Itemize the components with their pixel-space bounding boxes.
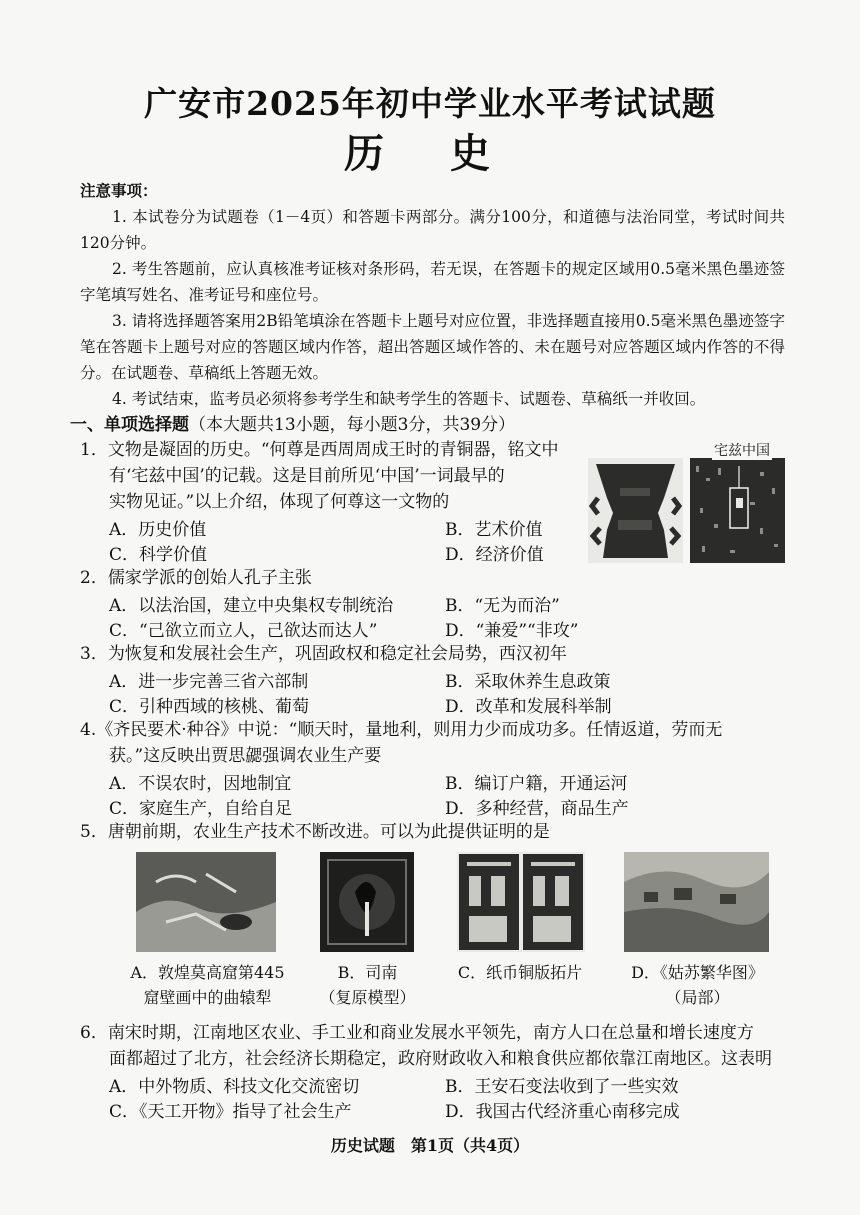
notice-item-2: 2. 考生答题前，应认真核准考证核对条形码，若无误，在答题卡的规定区域用0.5毫米黑色墨迹签字笔填写姓名、准考证号和座位号。	[80, 260, 785, 304]
q3-option-c: C．引种西域的核桃、葡萄	[109, 697, 310, 717]
q5-option-c	[440, 960, 600, 985]
notice-item-3: 3. 请将选择题答案用2B铅笔填涂在答题卡上题号对应位置，非选择题直接用0.5毫米黑色墨迹签字笔在答题卡上题号对应的答题区域内作答，超出答题区域作答的、未在题号对应答题区域内作答的不得分。在试题卷、草稿纸上答题无效。	[80, 312, 785, 382]
q5-option-c-line1: C．纸币铜版拓片	[457, 963, 583, 982]
q4-option-c: C．家庭生产，自给自足	[109, 799, 293, 819]
q2-stem: 2．儒家学派的创始人孔子主张	[80, 568, 312, 588]
q5-option-b	[305, 960, 430, 1010]
exam-title: 广安市2025年初中学业水平考试试题	[144, 84, 716, 123]
section-heading	[70, 410, 515, 435]
subject-title: 历 史	[344, 130, 516, 177]
q4-option-a: A．不误农时，因地制宜	[109, 774, 292, 794]
q5-option-b-line1: B．司南	[337, 963, 398, 982]
q6-line2: 面都超过了北方，社会经济长期稳定，政府财政收入和粮食供应都依靠江南地区。这表明	[109, 1049, 772, 1069]
paper-money-rubbing-image	[457, 852, 585, 952]
q4-line1: 4.《齐民要术·种谷》中说：“顺天时，量地利，则用力少而成功多。任情返道，劳而无	[80, 720, 723, 740]
q1-option-c: C．科学价值	[109, 545, 208, 565]
page-footer: 历史试题 第1页（共4页）	[330, 1136, 530, 1155]
notice-item-1: 1. 本试卷分为试题卷（1－4页）和答题卡两部分。满分100分，和道德与法治同堂，考试时间共120分钟。	[80, 208, 785, 252]
q5-stem: 5．唐朝前期，农业生产技术不断改进。可以为此提供证明的是	[80, 822, 550, 842]
section-label: 一、单项选择题	[70, 415, 189, 435]
q5-option-a-line1: A．敦煌莫高窟第445	[130, 963, 285, 982]
q2-option-c: C．“己欲立而立人，己欲达而达人”	[109, 621, 378, 641]
q6-option-d: D．我国古代经济重心南移完成	[445, 1102, 680, 1122]
inscription-label: 宅兹中国	[714, 443, 770, 459]
q1-line2: 有‘宅兹中国’的记载。这是目前所见‘中国’一词最早的	[109, 466, 505, 486]
q1-option-b: B．艺术价值	[445, 520, 543, 540]
q3-stem: 3．为恢复和发展社会生产，巩固政权和稳定社会局势，西汉初年	[80, 644, 567, 664]
q2-option-b: B．“无为而治”	[445, 596, 560, 616]
q2-option-a: A．以法治国，建立中央集权专制统治	[109, 596, 394, 616]
bronze-vessel-image	[588, 458, 683, 563]
q6-option-c: C．《天工开物》指导了社会生产	[109, 1102, 352, 1122]
q6-option-a: A．中外物质、科技文化交流密切	[109, 1077, 360, 1097]
q4-line2: 获。”这反映出贾思勰强调农业生产要	[109, 746, 382, 766]
q4-option-d: D．多种经营，商品生产	[445, 799, 629, 819]
q3-option-d: D．改革和发展科举制	[445, 697, 612, 717]
q1-option-d: D．经济价值	[445, 545, 544, 565]
q5-option-a	[110, 960, 305, 1010]
notice-head: 注意事项：	[80, 181, 158, 200]
q5-option-d-line2: （局部）	[665, 988, 730, 1007]
q5-option-a-line2: 窟壁画中的曲辕犁	[143, 988, 272, 1007]
gusu-painting-image	[624, 852, 769, 952]
compass-model-image	[320, 852, 414, 952]
inscription-image	[690, 458, 785, 563]
notice-item-4: 4. 考试结束，监考员必须将参考学生和缺考学生的答题卡、试题卷、草稿纸一并收回。	[112, 390, 706, 408]
q3-option-a: A．进一步完善三省六部制	[109, 672, 309, 692]
q2-option-d: D．“兼爱”“非攻”	[445, 621, 579, 641]
mural-plough-image	[136, 852, 276, 952]
q5-option-b-line2: （复原模型）	[319, 988, 416, 1007]
q3-option-b: B．采取休养生息政策	[445, 672, 611, 692]
q1-line3: 实物见证。”以上介绍，体现了何尊这一文物的	[109, 492, 450, 512]
q6-option-b: B．王安石变法收到了一些实效	[445, 1077, 679, 1097]
q6-line1: 6．南宋时期，江南地区农业、手工业和商业发展水平领先，南方人口在总量和增长速度方	[80, 1023, 754, 1043]
section-desc: （本大题共13小题，每小题3分，共39分）	[189, 415, 516, 435]
q1-option-a: A．历史价值	[109, 520, 207, 540]
notice-block	[80, 178, 785, 412]
q4-option-b: B．编订户籍，开通运河	[445, 774, 628, 794]
q5-option-d	[610, 960, 785, 1010]
q5-option-d-line1: D．《姑苏繁华图》	[631, 963, 764, 982]
q1-line1: 1．文物是凝固的历史。“何尊是西周周成王时的青铜器，铭文中	[80, 440, 559, 460]
